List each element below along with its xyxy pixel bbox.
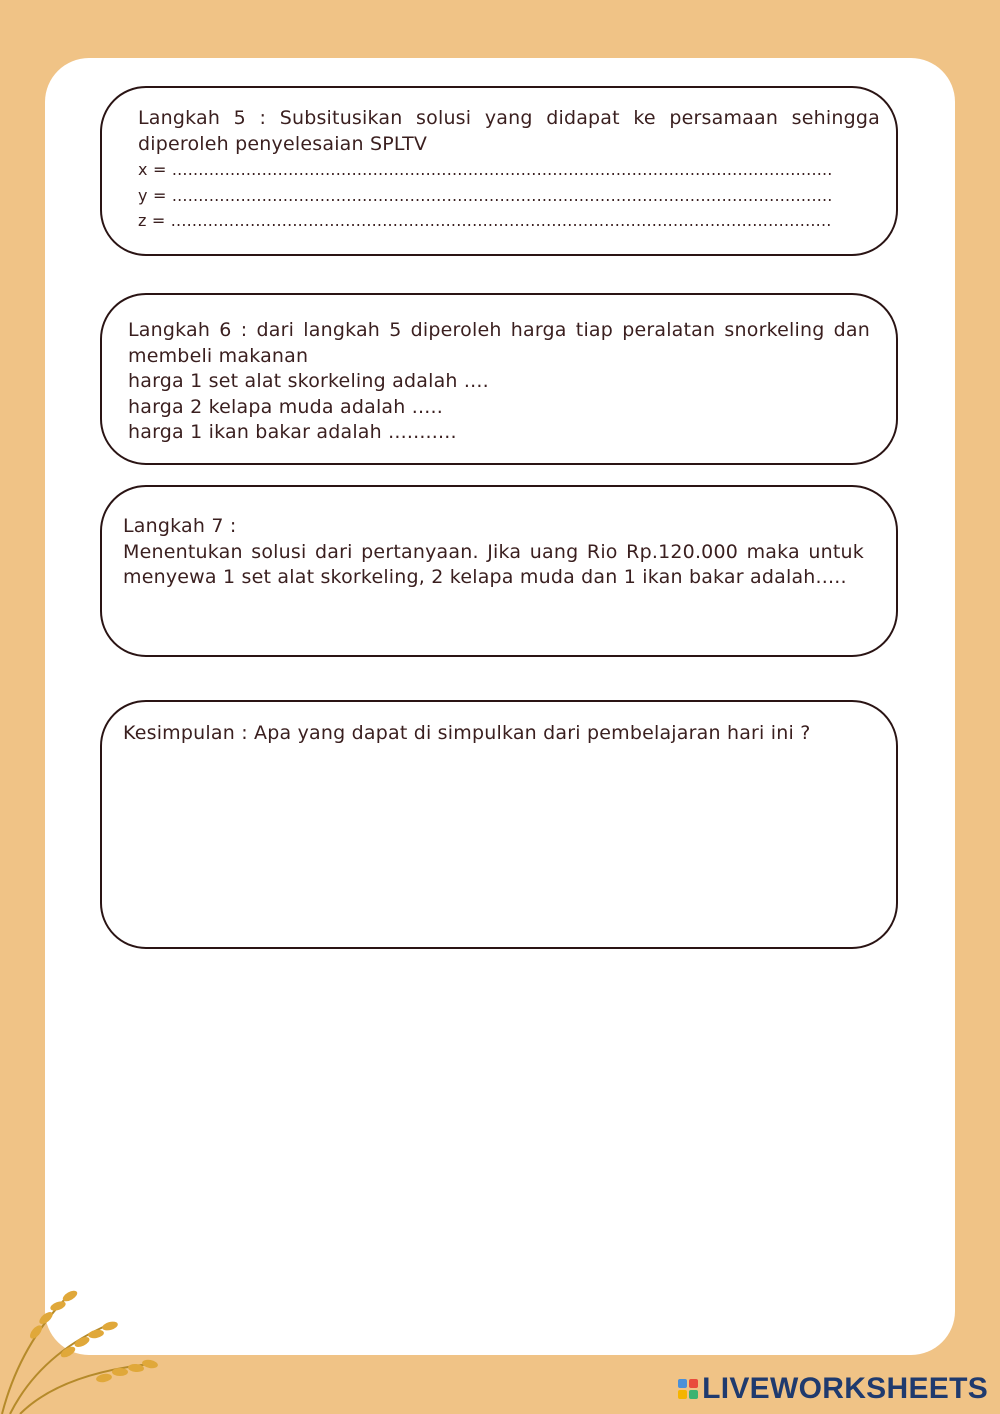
answer-y-line[interactable]: y = ............................................................................................................................. [138, 185, 833, 205]
price-snorkel-line[interactable]: harga 1 set alat skorkeling adalah .... [128, 370, 489, 392]
price-fish-line[interactable]: harga 1 ikan bakar adalah ........... [128, 421, 457, 443]
conclusion-prompt: Kesimpulan : Apa yang dapat di simpulkan dari pembelajaran hari ini ? [123, 722, 811, 744]
step-5-intro: Langkah 5 : Subsitusikan solusi yang didapat ke persamaan sehingga diperoleh penyelesaian SPLTV [138, 107, 880, 155]
logo-grid-icon [678, 1379, 698, 1399]
step-5-box [100, 86, 898, 256]
step-6-intro: Langkah 6 : dari langkah 5 diperoleh harga tiap peralatan snorkeling dan membeli makanan [128, 319, 870, 367]
step-7-title: Langkah 7 : [123, 515, 237, 537]
step-7-body: Menentukan solusi dari pertanyaan. Jika uang Rio Rp.120.000 maka untuk menyewa 1 set alat skorkeling, 2 kelapa muda dan 1 ikan bakar adalah..... [123, 540, 864, 588]
rice-stalk-icon [0, 1284, 170, 1414]
step-6-box [100, 293, 898, 465]
price-coconut-line[interactable]: harga 2 kelapa muda adalah ..... [128, 395, 443, 418]
liveworksheets-logo[interactable] [678, 1372, 988, 1406]
answer-x-line[interactable]: x = ............................................................................................................................. [138, 160, 833, 179]
step-7-box [100, 485, 898, 657]
conclusion-box[interactable] [100, 700, 898, 949]
answer-z-line[interactable]: z = ............................................................................................................................. [138, 211, 832, 230]
logo-text: LIVEWORKSHEETS [702, 1372, 988, 1405]
